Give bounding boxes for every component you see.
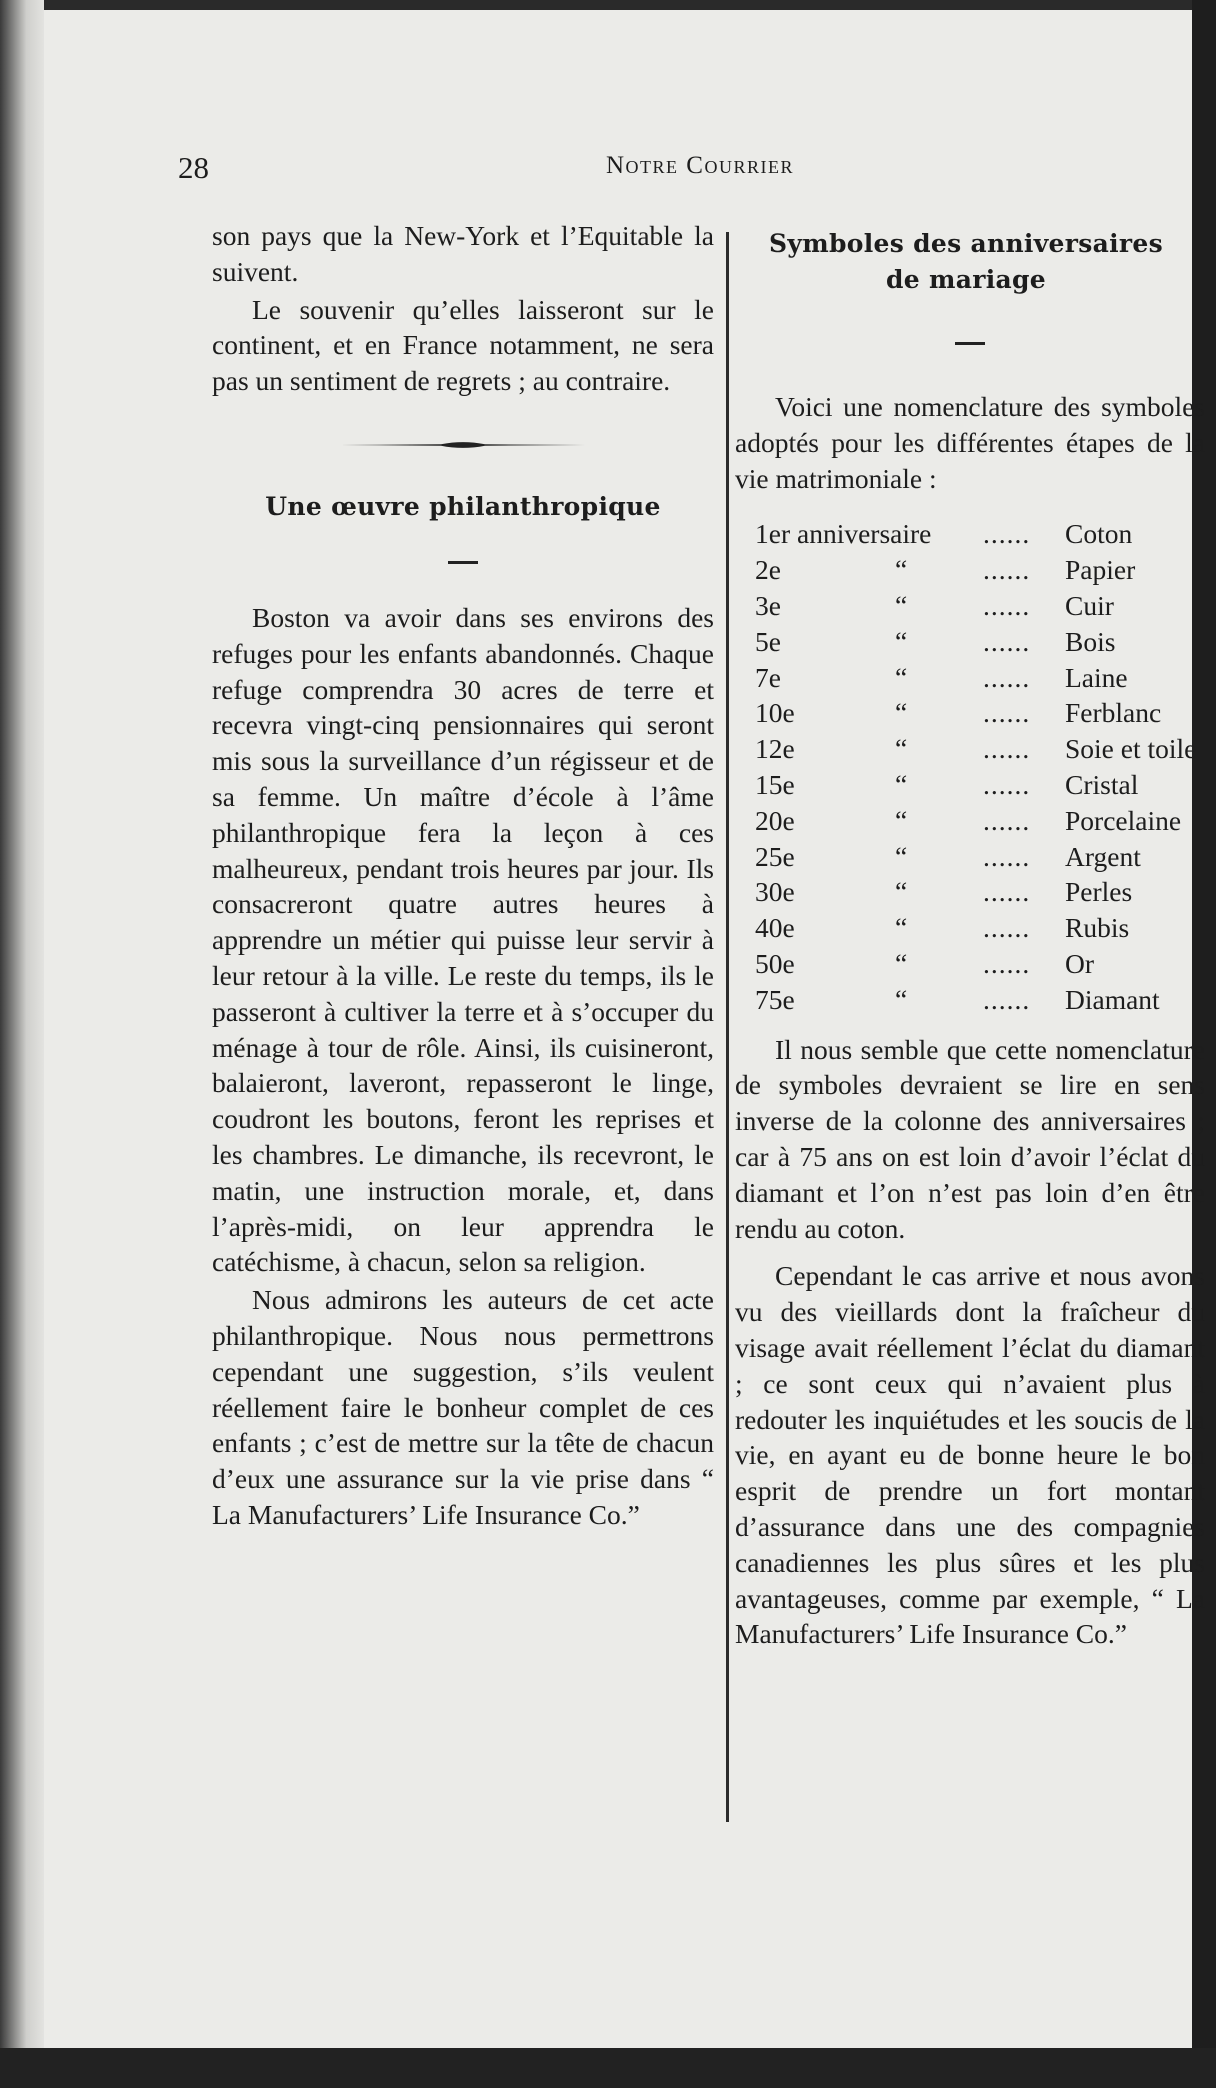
anniversary-row — [755, 731, 1205, 767]
anniversary-symbol: Bois — [1065, 625, 1116, 657]
anniversary-symbol: Laine — [1065, 661, 1128, 693]
running-head: Notre Courrier — [606, 152, 794, 179]
ditto-mark: “ — [895, 840, 908, 872]
ditto-mark: “ — [895, 804, 908, 836]
paragraph-inverse: Il nous semble que cette nomenclature de symboles devraient se lire en sens inverse de la colonne des anniversaires ; car à 75 ans on est loin d’avoir l’éclat du diamant et l’on n’est pas loin d’en être rendu au coton. — [735, 1033, 1205, 1244]
leader-dots: ...... — [983, 661, 1031, 693]
anniversary-list — [755, 516, 1205, 1017]
leader-dots: ...... — [983, 625, 1031, 657]
anniversary-symbol: Cristal — [1065, 768, 1139, 800]
ditto-mark: “ — [895, 554, 908, 586]
leader-dots: ...... — [983, 947, 1031, 979]
leader-dots: ...... — [983, 733, 1031, 765]
anniversary-number: 15e — [755, 768, 795, 800]
anniversary-number: 50e — [755, 947, 795, 979]
anniversary-number: 10e — [755, 697, 795, 729]
leader-dots: ...... — [983, 589, 1031, 621]
anniversary-symbol: Diamant — [1065, 983, 1160, 1015]
anniversary-row — [755, 767, 1205, 803]
anniversary-number: 3e — [755, 589, 781, 621]
anniversary-number: 5e — [755, 625, 781, 657]
ditto-mark: “ — [895, 947, 908, 979]
heading-dash — [955, 342, 985, 345]
ditto-mark: “ — [895, 661, 908, 693]
heading-dash — [448, 561, 478, 564]
leader-dots: ...... — [983, 804, 1031, 836]
leader-dots: ...... — [983, 768, 1031, 800]
leader-dots: ...... — [983, 912, 1031, 944]
anniversary-number: 7e — [755, 661, 781, 693]
anniversary-symbol: Rubis — [1065, 912, 1130, 944]
page-left-edge — [0, 0, 44, 2088]
left-column — [212, 218, 714, 1533]
article-heading-oeuvre: Une œuvre philanthropique — [265, 491, 661, 521]
anniversary-row — [755, 982, 1205, 1018]
anniversary-row — [755, 874, 1205, 910]
anniversary-symbol: Soie et toile — [1065, 733, 1197, 765]
anniversary-number: 40e — [755, 912, 795, 944]
anniversary-symbol: Papier — [1065, 554, 1136, 586]
ditto-mark: “ — [895, 697, 908, 729]
anniversary-number: 25e — [755, 840, 795, 872]
heading-line-2: de mariage — [886, 265, 1046, 294]
paragraph-continuation: son pays que la New-York et l’Equitable la suivent. — [212, 220, 714, 287]
ornamental-rule — [341, 439, 585, 451]
anniversary-number: 1er anniversaire — [755, 518, 932, 550]
anniversary-row — [755, 803, 1205, 839]
paragraph-intro: Voici une nomenclature des symboles adoptés pour les différentes étapes de la vie matrimoniale : — [735, 391, 1205, 494]
paragraph-suggestion: Nous admirons les auteurs de cet acte philanthropique. Nous nous permettrons cependant une suggestion, s’ils veulent réellement faire le bonheur complet de ces enfants ; c’est de mettre sur la tête de chacun d’eux une assurance sur la vie prise dans “ La Manufacturers’ Life Insurance Co.” — [212, 1284, 714, 1530]
leader-dots: ...... — [983, 518, 1031, 550]
anniversary-row — [755, 839, 1205, 875]
paragraph-cependant: Cependant le cas arrive et nous avons vu des vieillards dont la fraîcheur du visage avait réellement l’éclat du diamant ; ce sont ceux qui n’avaient plus à redouter les inquiétudes et les soucis de la vie, en ayant eu de bonne heure le bon esprit de prendre un fort montant d’assurance dans une des compagnies canadiennes les plus sûres et les plus avantageuses, comme par exemple, “ La Manufacturers’ Life Insurance Co.” — [735, 1260, 1205, 1650]
anniversary-number: 30e — [755, 876, 795, 908]
ditto-mark: “ — [895, 876, 908, 908]
leader-dots: ...... — [983, 554, 1031, 586]
anniversary-symbol: Ferblanc — [1065, 697, 1162, 729]
ditto-mark: “ — [895, 912, 908, 944]
anniversary-number: 20e — [755, 804, 795, 836]
anniversary-symbol: Cuir — [1065, 589, 1114, 621]
anniversary-number: 2e — [755, 554, 781, 586]
page-number: 28 — [178, 150, 209, 185]
anniversary-symbol: Coton — [1065, 518, 1133, 550]
scan-bottom-border — [0, 2048, 1216, 2088]
anniversary-number: 75e — [755, 983, 795, 1015]
anniversary-row — [755, 695, 1205, 731]
leader-dots: ...... — [983, 876, 1031, 908]
anniversary-row — [755, 624, 1205, 660]
ditto-mark: “ — [895, 733, 908, 765]
article-heading-symboles — [735, 226, 1205, 298]
anniversary-symbol: Perles — [1065, 876, 1133, 908]
anniversary-row — [755, 910, 1205, 946]
ditto-mark: “ — [895, 625, 908, 657]
anniversary-row — [755, 516, 1205, 552]
leader-dots: ...... — [983, 697, 1031, 729]
anniversary-symbol: Porcelaine — [1065, 804, 1182, 836]
anniversary-number: 12e — [755, 733, 795, 765]
anniversary-row — [755, 946, 1205, 982]
anniversary-row — [755, 552, 1205, 588]
heading-line-1: Symboles des anniversaires — [769, 229, 1163, 258]
leader-dots: ...... — [983, 840, 1031, 872]
ditto-mark: “ — [895, 983, 908, 1015]
ditto-mark: “ — [895, 589, 908, 621]
leader-dots: ...... — [983, 983, 1031, 1015]
ditto-mark: “ — [895, 768, 908, 800]
anniversary-symbol: Or — [1065, 947, 1095, 979]
anniversary-symbol: Argent — [1065, 840, 1141, 872]
column-divider — [726, 232, 729, 1822]
anniversary-row — [755, 660, 1205, 696]
right-column — [735, 226, 1205, 1652]
paragraph-souvenir: Le souvenir qu’elles laisseront sur le continent, et en France notamment, ne sera pas un sentiment de regrets ; au contraire. — [212, 293, 714, 397]
anniversary-row — [755, 588, 1205, 624]
paragraph-boston: Boston va avoir dans ses environs des refuges pour les enfants abandonnés. Chaque refuge comprendra 30 acres de terre et recevra vingt-cinq pensionnaires qui seront mis sous la surveillance d’un régisseur et de sa femme. Un maître d’école à l’âme philanthropique fera la leçon à ces malheureux, pendant trois heures par jour. Ils consacreront quatre autres heures à apprendre un métier qui puisse leur servir à leur retour à la ville. Le reste du temps, ils le passeront à cultiver la terre et à s’occuper du ménage à tour de rôle. Ainsi, ils cuisineront, balaieront, laveront, repasseront le linge, coudront les boutons, feront les reprises et les chambres. Le dimanche, ils recevront, le matin, une instruction morale, et, dans l’après-midi, on leur apprendra le catéchisme, à chacun, selon sa religion. — [212, 601, 714, 1278]
